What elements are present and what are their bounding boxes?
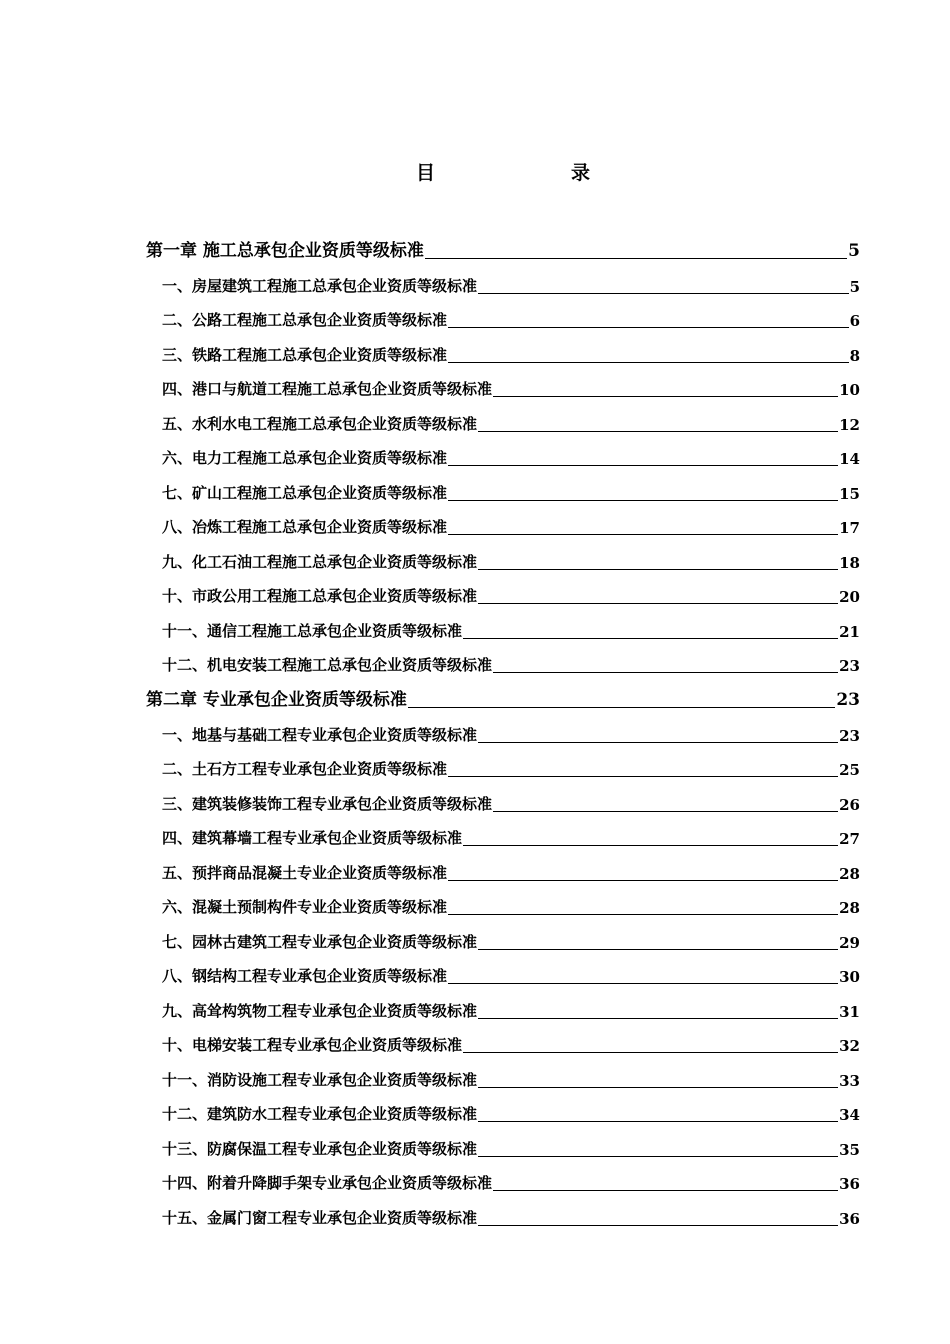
toc-entry-label: 十一、通信工程施工总承包企业资质等级标准 [162, 621, 463, 640]
toc-leader-line [478, 602, 838, 604]
toc-entry-page-number: 36 [839, 1175, 860, 1193]
toc-section-entry[interactable] [146, 608, 860, 643]
toc-leader-line [478, 430, 838, 432]
toc-leader-line [425, 257, 847, 259]
toc-entry-label: 第二章 专业承包企业资质等级标准 [146, 690, 407, 710]
toc-entry-page-number: 35 [839, 1140, 860, 1159]
toc-section-entry[interactable] [146, 1092, 860, 1127]
toc-entry-page-number: 23 [839, 726, 860, 745]
toc-section-entry[interactable] [146, 436, 860, 471]
toc-entry-label: 十二、建筑防水工程专业承包企业资质等级标准 [162, 1105, 478, 1123]
toc-entry-label: 二、公路工程施工总承包企业资质等级标准 [162, 311, 448, 329]
toc-leader-line [493, 671, 838, 673]
toc-leader-line [448, 326, 849, 328]
toc-entry-label: 九、高耸构筑物工程专业承包企业资质等级标准 [162, 1001, 478, 1020]
toc-section-entry[interactable] [146, 988, 860, 1023]
toc-section-entry[interactable] [146, 1057, 860, 1092]
toc-leader-line [463, 637, 838, 639]
toc-entry-page-number: 8 [849, 346, 860, 365]
page-title-right: 录 [571, 162, 591, 184]
toc-section-entry[interactable] [146, 885, 860, 920]
toc-leader-line [478, 568, 838, 570]
toc-section-entry[interactable] [146, 332, 860, 367]
toc-leader-line [448, 361, 849, 363]
toc-leader-line [448, 533, 838, 535]
toc-entry-page-number: 32 [839, 1037, 860, 1055]
toc-entry-page-number: 29 [839, 933, 860, 952]
toc-entry-label: 七、园林古建筑工程专业承包企业资质等级标准 [162, 932, 478, 951]
toc-section-entry[interactable] [146, 263, 860, 298]
toc-entry-label: 十、电梯安装工程专业承包企业资质等级标准 [162, 1036, 463, 1054]
toc-entry-label: 五、预拌商品混凝土专业企业资质等级标准 [162, 863, 448, 882]
toc-entry-label: 五、水利水电工程施工总承包企业资质等级标准 [162, 414, 478, 433]
toc-leader-line [448, 499, 838, 501]
toc-leader-line [448, 464, 838, 466]
toc-section-entry[interactable] [146, 367, 860, 402]
toc-entry-label: 十、市政公用工程施工总承包企业资质等级标准 [162, 587, 478, 605]
toc-leader-line [493, 810, 838, 812]
toc-entry-page-number: 12 [839, 415, 860, 434]
toc-leader-line [478, 1086, 838, 1088]
toc-entry-label: 一、房屋建筑工程施工总承包企业资质等级标准 [162, 276, 478, 295]
toc-entry-page-number: 15 [839, 484, 860, 503]
toc-entry-label: 三、建筑装修装饰工程专业承包企业资质等级标准 [162, 794, 493, 813]
toc-section-entry[interactable] [146, 712, 860, 747]
toc-section-entry[interactable] [146, 505, 860, 540]
toc-leader-line [478, 292, 849, 294]
toc-leader-line [478, 741, 838, 743]
toc-entry-label: 十二、机电安装工程施工总承包企业资质等级标准 [162, 656, 493, 674]
toc-leader-line [463, 844, 838, 846]
toc-section-entry[interactable] [146, 1126, 860, 1161]
toc-section-entry[interactable] [146, 747, 860, 782]
toc-leader-line [478, 1155, 838, 1157]
toc-entry-page-number: 17 [839, 519, 860, 537]
toc-entry-page-number: 31 [839, 1002, 860, 1021]
toc-entry-page-number: 23 [839, 657, 860, 675]
toc-section-entry[interactable] [146, 781, 860, 816]
page-title-left: 目 [415, 162, 435, 184]
toc-entry-page-number: 33 [839, 1071, 860, 1090]
toc-entry-page-number: 14 [839, 450, 860, 468]
toc-leader-line [478, 948, 838, 950]
toc-entry-label: 十五、金属门窗工程专业承包企业资质等级标准 [162, 1208, 478, 1227]
toc-entry-page-number: 18 [839, 553, 860, 572]
toc-leader-line [448, 775, 838, 777]
toc-entry-page-number: 21 [839, 622, 860, 641]
toc-section-entry[interactable] [146, 850, 860, 885]
toc-entry-label: 四、建筑幕墙工程专业承包企业资质等级标准 [162, 829, 463, 847]
toc-entry-page-number: 20 [839, 588, 860, 606]
toc-section-entry[interactable] [146, 401, 860, 436]
toc-section-entry[interactable] [146, 298, 860, 333]
toc-section-entry[interactable] [146, 1195, 860, 1230]
toc-entry-label: 十一、消防设施工程专业承包企业资质等级标准 [162, 1070, 478, 1089]
toc-entry-label: 七、矿山工程施工总承包企业资质等级标准 [162, 483, 448, 502]
toc-entry-page-number: 25 [839, 761, 860, 779]
toc-section-entry[interactable] [146, 470, 860, 505]
toc-leader-line [448, 982, 838, 984]
toc-leader-line [478, 1224, 838, 1226]
toc-entry-page-number: 26 [839, 795, 860, 814]
toc-entry-page-number: 34 [839, 1106, 860, 1124]
toc-entry-label: 四、港口与航道工程施工总承包企业资质等级标准 [162, 380, 493, 398]
toc-entry-label: 第一章 施工总承包企业资质等级标准 [146, 241, 424, 261]
toc-section-entry[interactable] [146, 1161, 860, 1196]
toc-entry-page-number: 28 [839, 864, 860, 883]
toc-entry-label: 二、土石方工程专业承包企业资质等级标准 [162, 760, 448, 778]
toc-entry-label: 六、混凝土预制构件专业企业资质等级标准 [162, 898, 448, 916]
toc-entry-page-number: 36 [839, 1209, 860, 1228]
page-title [0, 158, 950, 185]
toc-entry-label: 六、电力工程施工总承包企业资质等级标准 [162, 449, 448, 467]
toc-entry-page-number: 27 [839, 830, 860, 848]
toc-entry-page-number: 6 [849, 312, 860, 330]
toc-chapter-entry[interactable] [146, 228, 860, 263]
toc-entry-label: 八、钢结构工程专业承包企业资质等级标准 [162, 967, 448, 985]
toc-leader-line [448, 879, 838, 881]
toc-entry-page-number: 28 [839, 899, 860, 917]
toc-section-entry[interactable] [146, 954, 860, 989]
toc-section-entry[interactable] [146, 816, 860, 851]
toc-leader-line [493, 395, 838, 397]
toc-section-entry[interactable] [146, 919, 860, 954]
toc-entry-page-number: 10 [839, 381, 860, 399]
toc-entry-page-number: 5 [848, 241, 860, 261]
toc-leader-line [478, 1120, 838, 1122]
toc-entry-label: 十四、附着升降脚手架专业承包企业资质等级标准 [162, 1174, 493, 1192]
toc-entry-page-number: 23 [836, 690, 860, 710]
table-of-contents [146, 228, 860, 1230]
toc-entry-label: 九、化工石油工程施工总承包企业资质等级标准 [162, 552, 478, 571]
toc-leader-line [478, 1017, 838, 1019]
toc-chapter-entry[interactable] [146, 677, 860, 712]
toc-entry-label: 三、铁路工程施工总承包企业资质等级标准 [162, 345, 448, 364]
toc-leader-line [463, 1051, 838, 1053]
toc-section-entry[interactable] [146, 574, 860, 609]
toc-leader-line [493, 1189, 838, 1191]
toc-entry-page-number: 5 [849, 277, 860, 296]
toc-entry-label: 十三、防腐保温工程专业承包企业资质等级标准 [162, 1139, 478, 1158]
toc-section-entry[interactable] [146, 1023, 860, 1058]
toc-section-entry[interactable] [146, 643, 860, 678]
toc-entry-page-number: 30 [839, 968, 860, 986]
toc-entry-label: 八、冶炼工程施工总承包企业资质等级标准 [162, 518, 448, 536]
toc-leader-line [448, 913, 838, 915]
toc-section-entry[interactable] [146, 539, 860, 574]
toc-leader-line [408, 706, 835, 708]
toc-entry-label: 一、地基与基础工程专业承包企业资质等级标准 [162, 725, 478, 744]
